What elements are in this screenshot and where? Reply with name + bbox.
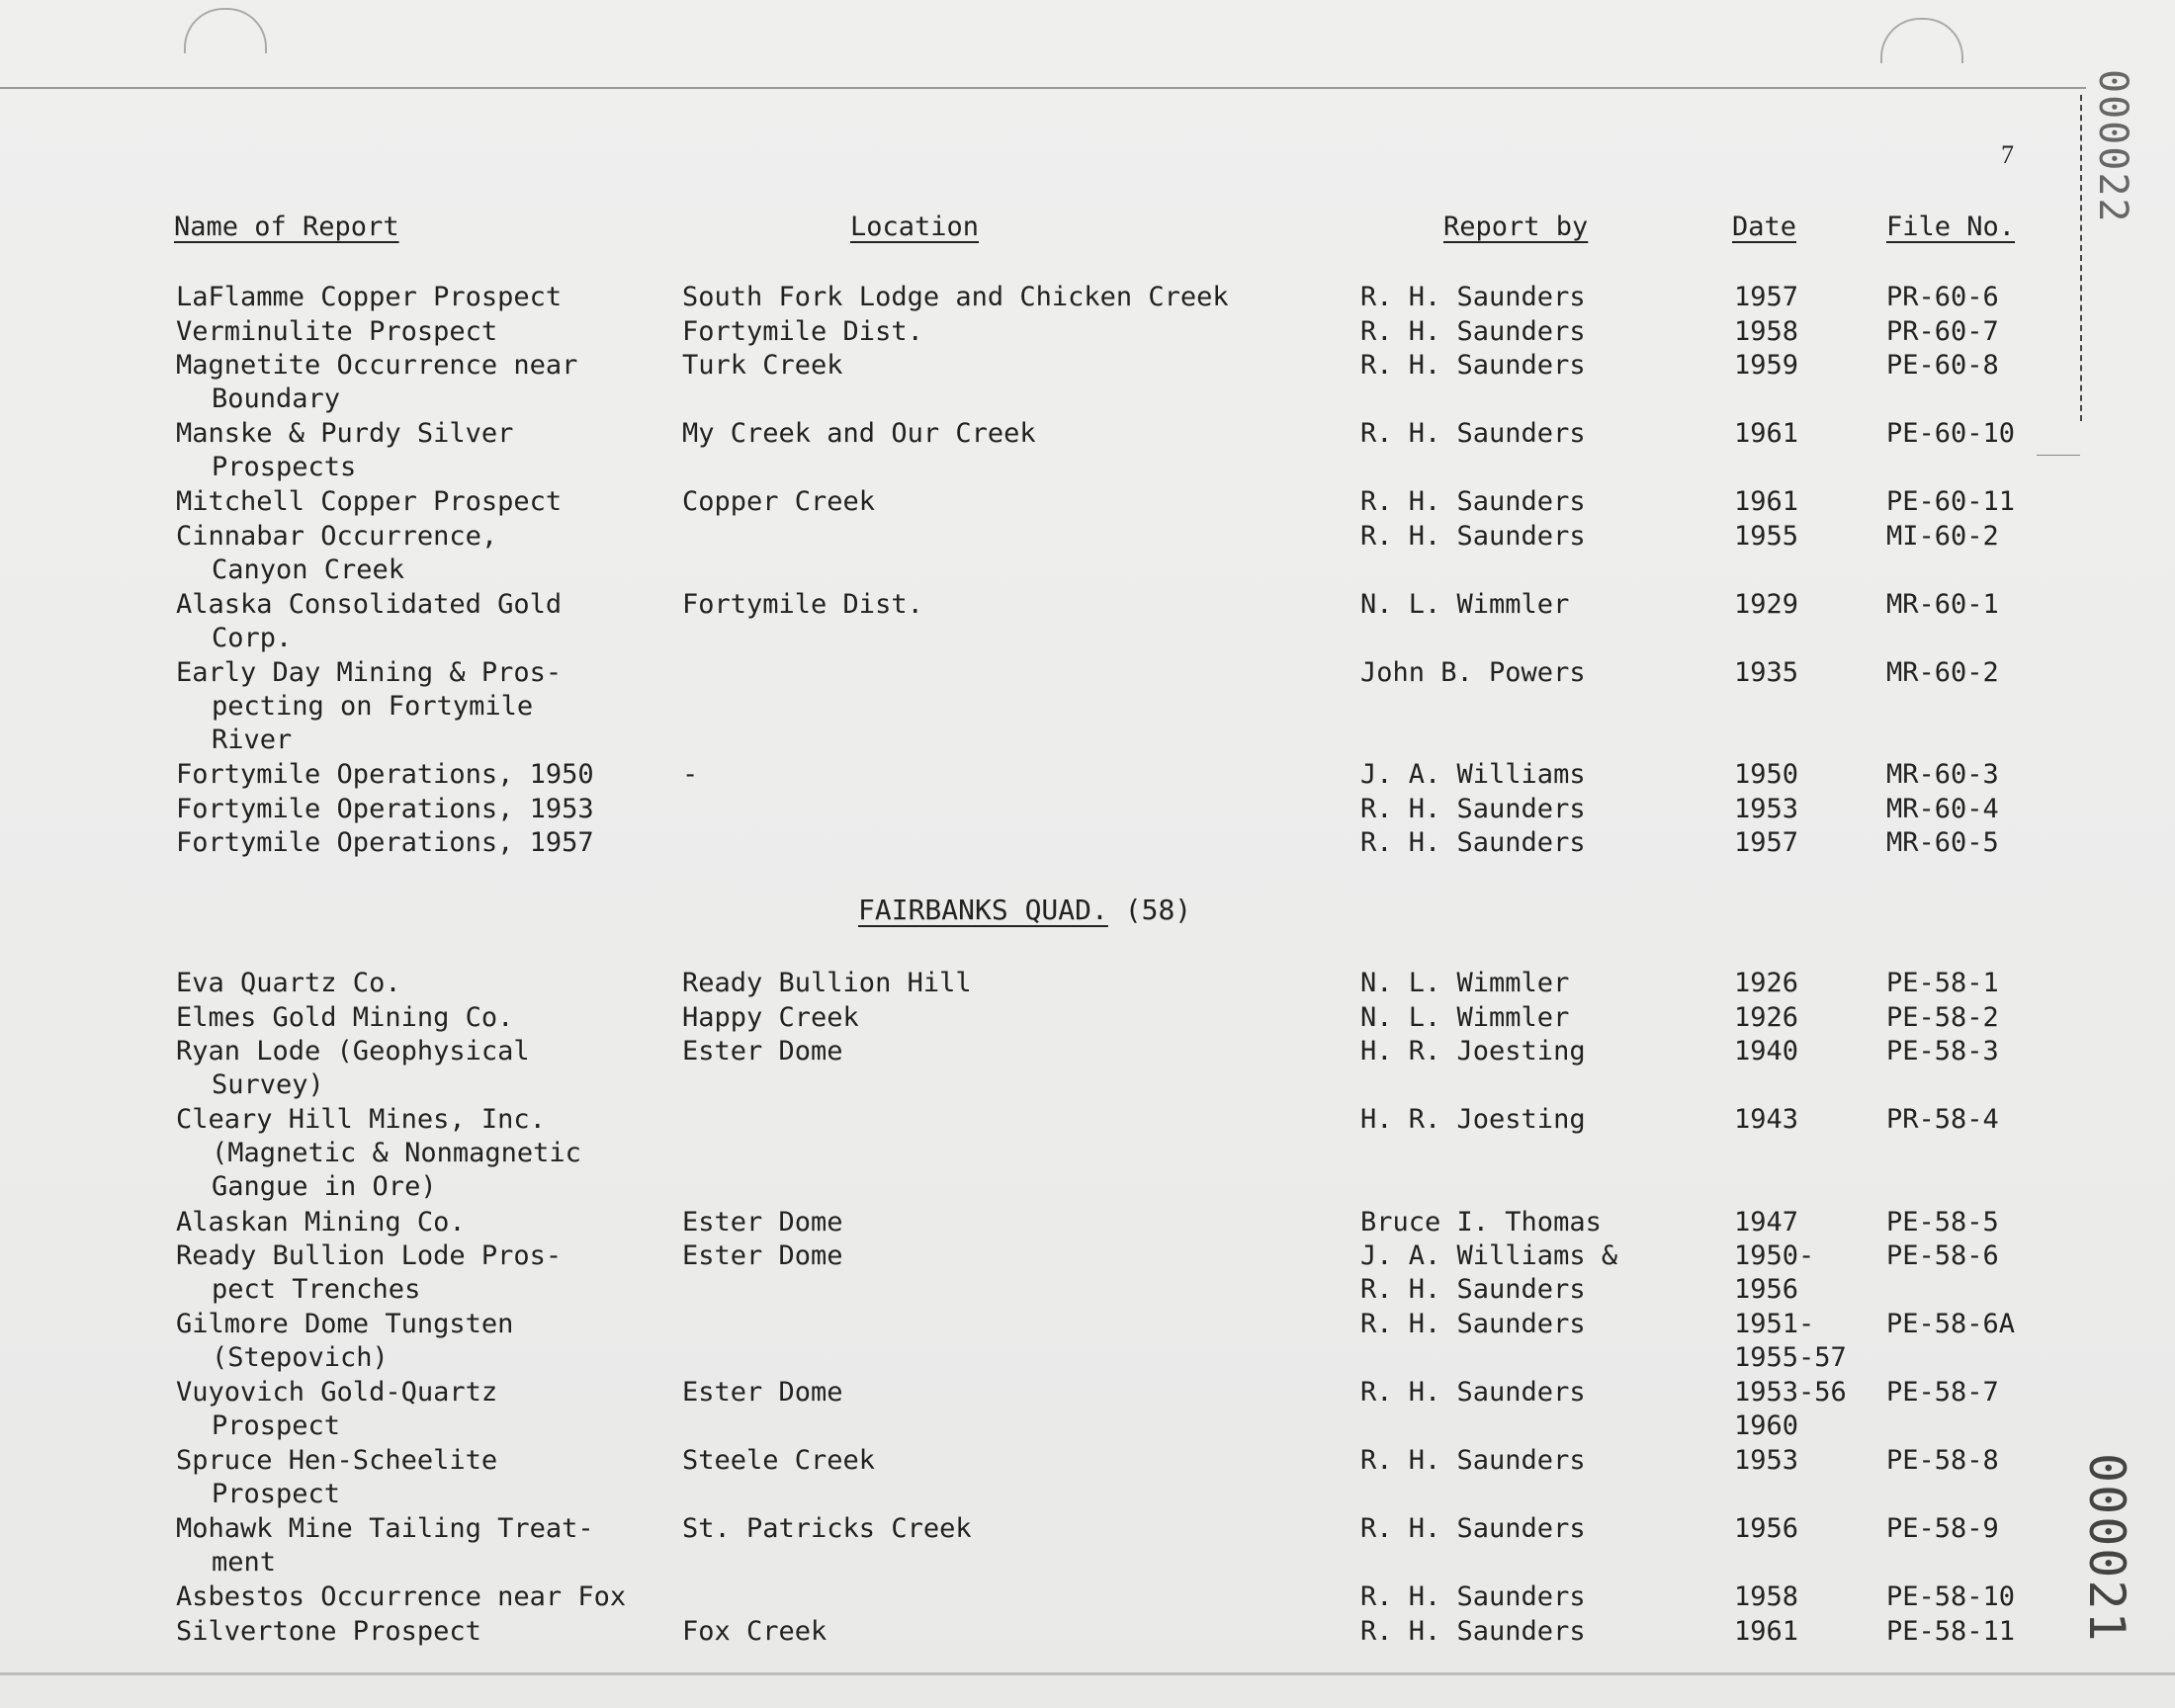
report-date-line: 1955-57: [1734, 1342, 1847, 1373]
report-date-line: 1926: [1734, 1001, 1799, 1033]
report-file-number: MR-60-2: [1886, 656, 1999, 688]
report-author-line: H. R. Joesting: [1360, 1036, 1586, 1067]
right-edge-mark: [2080, 95, 2082, 421]
report-author-line: R. H. Saunders: [1360, 793, 1586, 824]
report-name: [176, 1512, 594, 1580]
report-name: [176, 1580, 626, 1614]
report-name-line: Fortymile Operations, 1953: [176, 793, 594, 824]
report-location-line: -: [682, 759, 699, 790]
document-stamp-bottom: 000021: [2078, 1453, 2135, 1644]
report-author-line: R. H. Saunders: [1360, 827, 1586, 858]
report-file-number: PE-60-10: [1886, 418, 2016, 449]
report-date-line: 1926: [1734, 968, 1799, 998]
report-author: [1360, 1580, 1586, 1614]
report-location-line: Fox Creek: [682, 1615, 827, 1647]
report-author: [1360, 1239, 1617, 1307]
report-date: [1734, 826, 1798, 860]
report-name-line: Prospects: [212, 452, 357, 482]
report-date-line: 1960: [1734, 1410, 1799, 1441]
report-date: [1734, 656, 1798, 690]
report-author-line: J. A. Williams: [1360, 759, 1586, 790]
report-name-line: LaFlamme Copper Prospect: [176, 282, 563, 312]
report-location-line: Turk Creek: [682, 350, 843, 381]
report-date: [1734, 1580, 1798, 1614]
report-name-line: Magnetite Occurrence near: [176, 350, 578, 381]
report-author-line: R. H. Saunders: [1360, 1274, 1586, 1305]
punch-hole-mark: [1880, 18, 1963, 63]
report-date-line: 1940: [1734, 1036, 1799, 1067]
report-author: [1360, 520, 1586, 554]
report-date-line: 1943: [1734, 1104, 1799, 1135]
report-date: [1734, 1239, 1814, 1307]
report-file-number: PE-58-6A: [1886, 1309, 2016, 1339]
report-location-line: South Fork Lodge and Chicken Creek: [682, 282, 1229, 312]
report-name-line: Gilmore Dome Tungsten: [176, 1309, 514, 1339]
report-file-number: MR-60-1: [1886, 588, 1999, 620]
report-author: [1360, 588, 1569, 622]
report-author-line: R. H. Saunders: [1360, 1513, 1586, 1544]
report-name-line: Ready Bullion Lode Pros-: [176, 1240, 563, 1271]
report-date-line: 1958: [1734, 1581, 1799, 1612]
header-location: Location: [850, 212, 980, 242]
report-author: [1360, 1035, 1586, 1068]
report-name-line: Asbestos Occurrence near Fox: [176, 1581, 627, 1612]
report-name-line: Elmes Gold Mining Co.: [176, 1001, 514, 1033]
report-location-line: Copper Creek: [682, 486, 876, 517]
report-date-line: 1961: [1734, 486, 1799, 517]
report-name-line: Prospect: [212, 1410, 341, 1441]
report-author: [1360, 1615, 1586, 1649]
report-author-line: N. L. Wimmler: [1360, 968, 1570, 998]
report-name-line: Corp.: [212, 622, 293, 653]
report-author: [1360, 758, 1586, 792]
report-date: [1734, 1035, 1798, 1068]
header-name-of-report: Name of Report: [174, 212, 399, 242]
report-file-number: PE-58-11: [1886, 1615, 2016, 1647]
report-name: [176, 349, 577, 416]
report-name-line: Fortymile Operations, 1957: [176, 827, 594, 858]
report-file-number: PE-58-7: [1886, 1377, 1999, 1408]
report-file-number: PE-58-5: [1886, 1206, 1999, 1238]
report-date-line: 1957: [1734, 282, 1799, 312]
report-name-line: Boundary: [212, 384, 341, 414]
report-date-line: 1956: [1734, 1274, 1799, 1305]
report-name-line: Cinnabar Occurrence,: [176, 520, 498, 552]
report-location: [682, 588, 923, 622]
report-date: [1734, 588, 1798, 622]
report-author: [1360, 967, 1569, 1000]
report-name: [176, 315, 497, 349]
report-author-line: R. H. Saunders: [1360, 418, 1586, 449]
report-date: [1734, 1308, 1847, 1375]
report-date-line: 1950-: [1734, 1240, 1815, 1271]
report-file-number: PE-58-9: [1886, 1513, 1999, 1544]
report-name: [176, 793, 594, 826]
report-date: [1734, 1376, 1847, 1443]
report-author: [1360, 349, 1586, 383]
report-location-line: My Creek and Our Creek: [682, 418, 1036, 449]
report-file-number: MR-60-3: [1886, 759, 1999, 790]
report-file-number: PR-60-7: [1886, 315, 1999, 347]
report-file-number: PE-58-6: [1886, 1240, 1999, 1271]
report-date-line: 1955: [1734, 520, 1799, 552]
report-location-line: Ester Dome: [682, 1036, 843, 1067]
report-name: [176, 588, 562, 655]
report-location-line: Ester Dome: [682, 1206, 843, 1238]
header-report-by: Report by: [1443, 212, 1589, 242]
report-file-number: MR-60-4: [1886, 793, 1999, 824]
report-date-line: 1953-56: [1734, 1377, 1847, 1408]
report-location: [682, 1376, 843, 1409]
report-location-line: Ester Dome: [682, 1240, 843, 1271]
report-name: [176, 1239, 562, 1307]
report-name: [176, 1376, 497, 1443]
report-file-number: PE-58-8: [1886, 1445, 1999, 1476]
report-file-number: PE-58-1: [1886, 968, 1999, 998]
report-date-line: 1957: [1734, 827, 1799, 858]
top-rule: [0, 87, 2086, 89]
report-location: [682, 967, 972, 1000]
report-author-line: R. H. Saunders: [1360, 1445, 1586, 1476]
report-author-line: J. A. Williams &: [1360, 1240, 1618, 1271]
report-location-line: Steele Creek: [682, 1445, 876, 1476]
report-name: [176, 417, 513, 484]
report-author-line: R. H. Saunders: [1360, 1581, 1586, 1612]
section-suffix: (58): [1124, 894, 1192, 926]
report-name-line: River: [212, 724, 293, 755]
report-name: [176, 1001, 513, 1035]
report-date: [1734, 1512, 1798, 1546]
report-name-line: Fortymile Operations, 1950: [176, 759, 594, 790]
report-date: [1734, 1001, 1798, 1035]
report-location-line: Ready Bullion Hill: [682, 968, 972, 998]
report-date: [1734, 315, 1798, 349]
report-author: [1360, 417, 1586, 451]
report-date-line: 1959: [1734, 350, 1799, 381]
report-name-line: Prospect: [212, 1479, 341, 1509]
report-author-line: John B. Powers: [1360, 656, 1586, 688]
report-author: [1360, 1376, 1586, 1409]
report-author-line: R. H. Saunders: [1360, 486, 1586, 517]
report-author: [1360, 281, 1586, 314]
report-name-line: (Magnetic & Nonmagnetic: [212, 1138, 581, 1168]
section-title: FAIRBANKS QUAD.: [858, 894, 1108, 926]
report-name-line: Verminulite Prospect: [176, 315, 498, 347]
document-stamp-top: 000022: [2090, 69, 2135, 224]
report-name-line: Cleary Hill Mines, Inc.: [176, 1104, 546, 1135]
report-name-line: Manske & Purdy Silver: [176, 418, 514, 449]
report-author-line: R. H. Saunders: [1360, 315, 1586, 347]
report-file-number: MR-60-5: [1886, 827, 1999, 858]
report-author-line: N. L. Wimmler: [1360, 1001, 1570, 1033]
report-author: [1360, 1512, 1586, 1546]
report-date-line: 1929: [1734, 588, 1799, 620]
report-date-line: 1956: [1734, 1513, 1799, 1544]
report-file-number: PE-58-10: [1886, 1581, 2016, 1612]
report-name-line: pect Trenches: [212, 1274, 421, 1305]
report-name-line: Canyon Creek: [212, 554, 405, 585]
report-date: [1734, 349, 1798, 383]
report-author-line: R. H. Saunders: [1360, 282, 1586, 312]
bottom-rule: [0, 1672, 2175, 1675]
report-name-line: Ryan Lode (Geophysical: [176, 1036, 530, 1067]
report-date-line: 1958: [1734, 315, 1799, 347]
report-location: [682, 1444, 875, 1478]
report-date: [1734, 520, 1798, 554]
report-location: [682, 349, 843, 383]
report-author-line: R. H. Saunders: [1360, 1615, 1586, 1647]
report-name-line: Eva Quartz Co.: [176, 968, 401, 998]
report-name-line: Vuyovich Gold-Quartz: [176, 1377, 498, 1408]
report-date: [1734, 793, 1798, 826]
report-location: [682, 485, 875, 519]
report-file-number: PE-60-11: [1886, 486, 2016, 517]
report-name-line: Alaska Consolidated Gold: [176, 588, 563, 620]
report-location-line: Fortymile Dist.: [682, 315, 923, 347]
header-file-no: File No.: [1886, 212, 2016, 242]
report-name: [176, 967, 401, 1000]
report-name: [176, 826, 594, 860]
report-name-line: pecting on Fortymile: [212, 690, 534, 722]
report-name: [176, 1206, 466, 1239]
report-name-line: (Stepovich): [212, 1342, 389, 1373]
report-date: [1734, 485, 1798, 519]
report-author: [1360, 1206, 1602, 1239]
report-date-line: 1951-: [1734, 1309, 1815, 1339]
report-location: [682, 1239, 843, 1273]
report-date-line: 1950: [1734, 759, 1799, 790]
report-name: [176, 656, 562, 757]
report-location-line: Fortymile Dist.: [682, 588, 923, 620]
report-name-line: Spruce Hen-Scheelite: [176, 1445, 498, 1476]
right-edge-tick: [2037, 455, 2080, 456]
report-date: [1734, 967, 1798, 1000]
report-location-line: St. Patricks Creek: [682, 1513, 972, 1544]
report-name: [176, 520, 497, 587]
report-name: [176, 485, 562, 519]
report-author-line: R. H. Saunders: [1360, 1309, 1586, 1339]
report-date: [1734, 1206, 1798, 1239]
punch-hole-mark: [184, 8, 267, 53]
report-author: [1360, 656, 1586, 690]
report-name-line: ment: [212, 1547, 277, 1578]
report-file-number: MI-60-2: [1886, 520, 1999, 552]
report-name: [176, 1444, 497, 1511]
report-date-line: 1961: [1734, 418, 1799, 449]
report-location: [682, 315, 923, 349]
report-name-line: Survey): [212, 1069, 324, 1100]
report-author-line: R. H. Saunders: [1360, 520, 1586, 552]
report-location: [682, 417, 1036, 451]
report-location: [682, 1615, 826, 1649]
report-author-line: R. H. Saunders: [1360, 350, 1586, 381]
report-name-line: Early Day Mining & Pros-: [176, 656, 563, 688]
report-name: [176, 281, 562, 314]
report-location-line: Ester Dome: [682, 1377, 843, 1408]
report-location-line: Happy Creek: [682, 1001, 859, 1033]
report-name-line: Gangue in Ore): [212, 1171, 437, 1202]
report-date: [1734, 1103, 1798, 1137]
report-location: [682, 1206, 843, 1239]
report-location: [682, 1035, 843, 1068]
page-number: 7: [2001, 140, 2014, 169]
report-name: [176, 1615, 481, 1649]
report-author: [1360, 1103, 1586, 1137]
report-author: [1360, 826, 1586, 860]
report-location: [682, 1512, 972, 1546]
report-author: [1360, 315, 1586, 349]
report-name: [176, 1035, 530, 1102]
section-heading: [858, 894, 1191, 926]
report-author: [1360, 1001, 1569, 1035]
report-author: [1360, 793, 1586, 826]
report-file-number: PR-58-4: [1886, 1104, 1999, 1135]
report-date-line: 1953: [1734, 1445, 1799, 1476]
report-name: [176, 758, 594, 792]
report-date: [1734, 758, 1798, 792]
report-location: [682, 1001, 859, 1035]
report-date-line: 1961: [1734, 1615, 1799, 1647]
report-date: [1734, 417, 1798, 451]
report-name: [176, 1103, 581, 1204]
report-date-line: 1935: [1734, 656, 1799, 688]
report-name-line: Mohawk Mine Tailing Treat-: [176, 1513, 594, 1544]
report-name: [176, 1308, 513, 1375]
report-date: [1734, 281, 1798, 314]
report-author-line: H. R. Joesting: [1360, 1104, 1586, 1135]
report-author-line: N. L. Wimmler: [1360, 588, 1570, 620]
report-name-line: Alaskan Mining Co.: [176, 1206, 466, 1238]
report-location: [682, 281, 1229, 314]
report-author: [1360, 485, 1586, 519]
report-location: [682, 758, 698, 792]
report-author-line: R. H. Saunders: [1360, 1377, 1586, 1408]
header-date: Date: [1732, 212, 1797, 242]
report-date: [1734, 1615, 1798, 1649]
report-date: [1734, 1444, 1798, 1478]
report-name-line: Silvertone Prospect: [176, 1615, 481, 1647]
report-date-line: 1953: [1734, 793, 1799, 824]
report-file-number: PE-60-8: [1886, 350, 1999, 381]
report-author: [1360, 1444, 1586, 1478]
report-file-number: PE-58-2: [1886, 1001, 1999, 1033]
report-author: [1360, 1308, 1586, 1341]
report-date-line: 1947: [1734, 1206, 1799, 1238]
report-author-line: Bruce I. Thomas: [1360, 1206, 1602, 1238]
report-file-number: PR-60-6: [1886, 282, 1999, 312]
report-name-line: Mitchell Copper Prospect: [176, 486, 563, 517]
report-file-number: PE-58-3: [1886, 1036, 1999, 1067]
